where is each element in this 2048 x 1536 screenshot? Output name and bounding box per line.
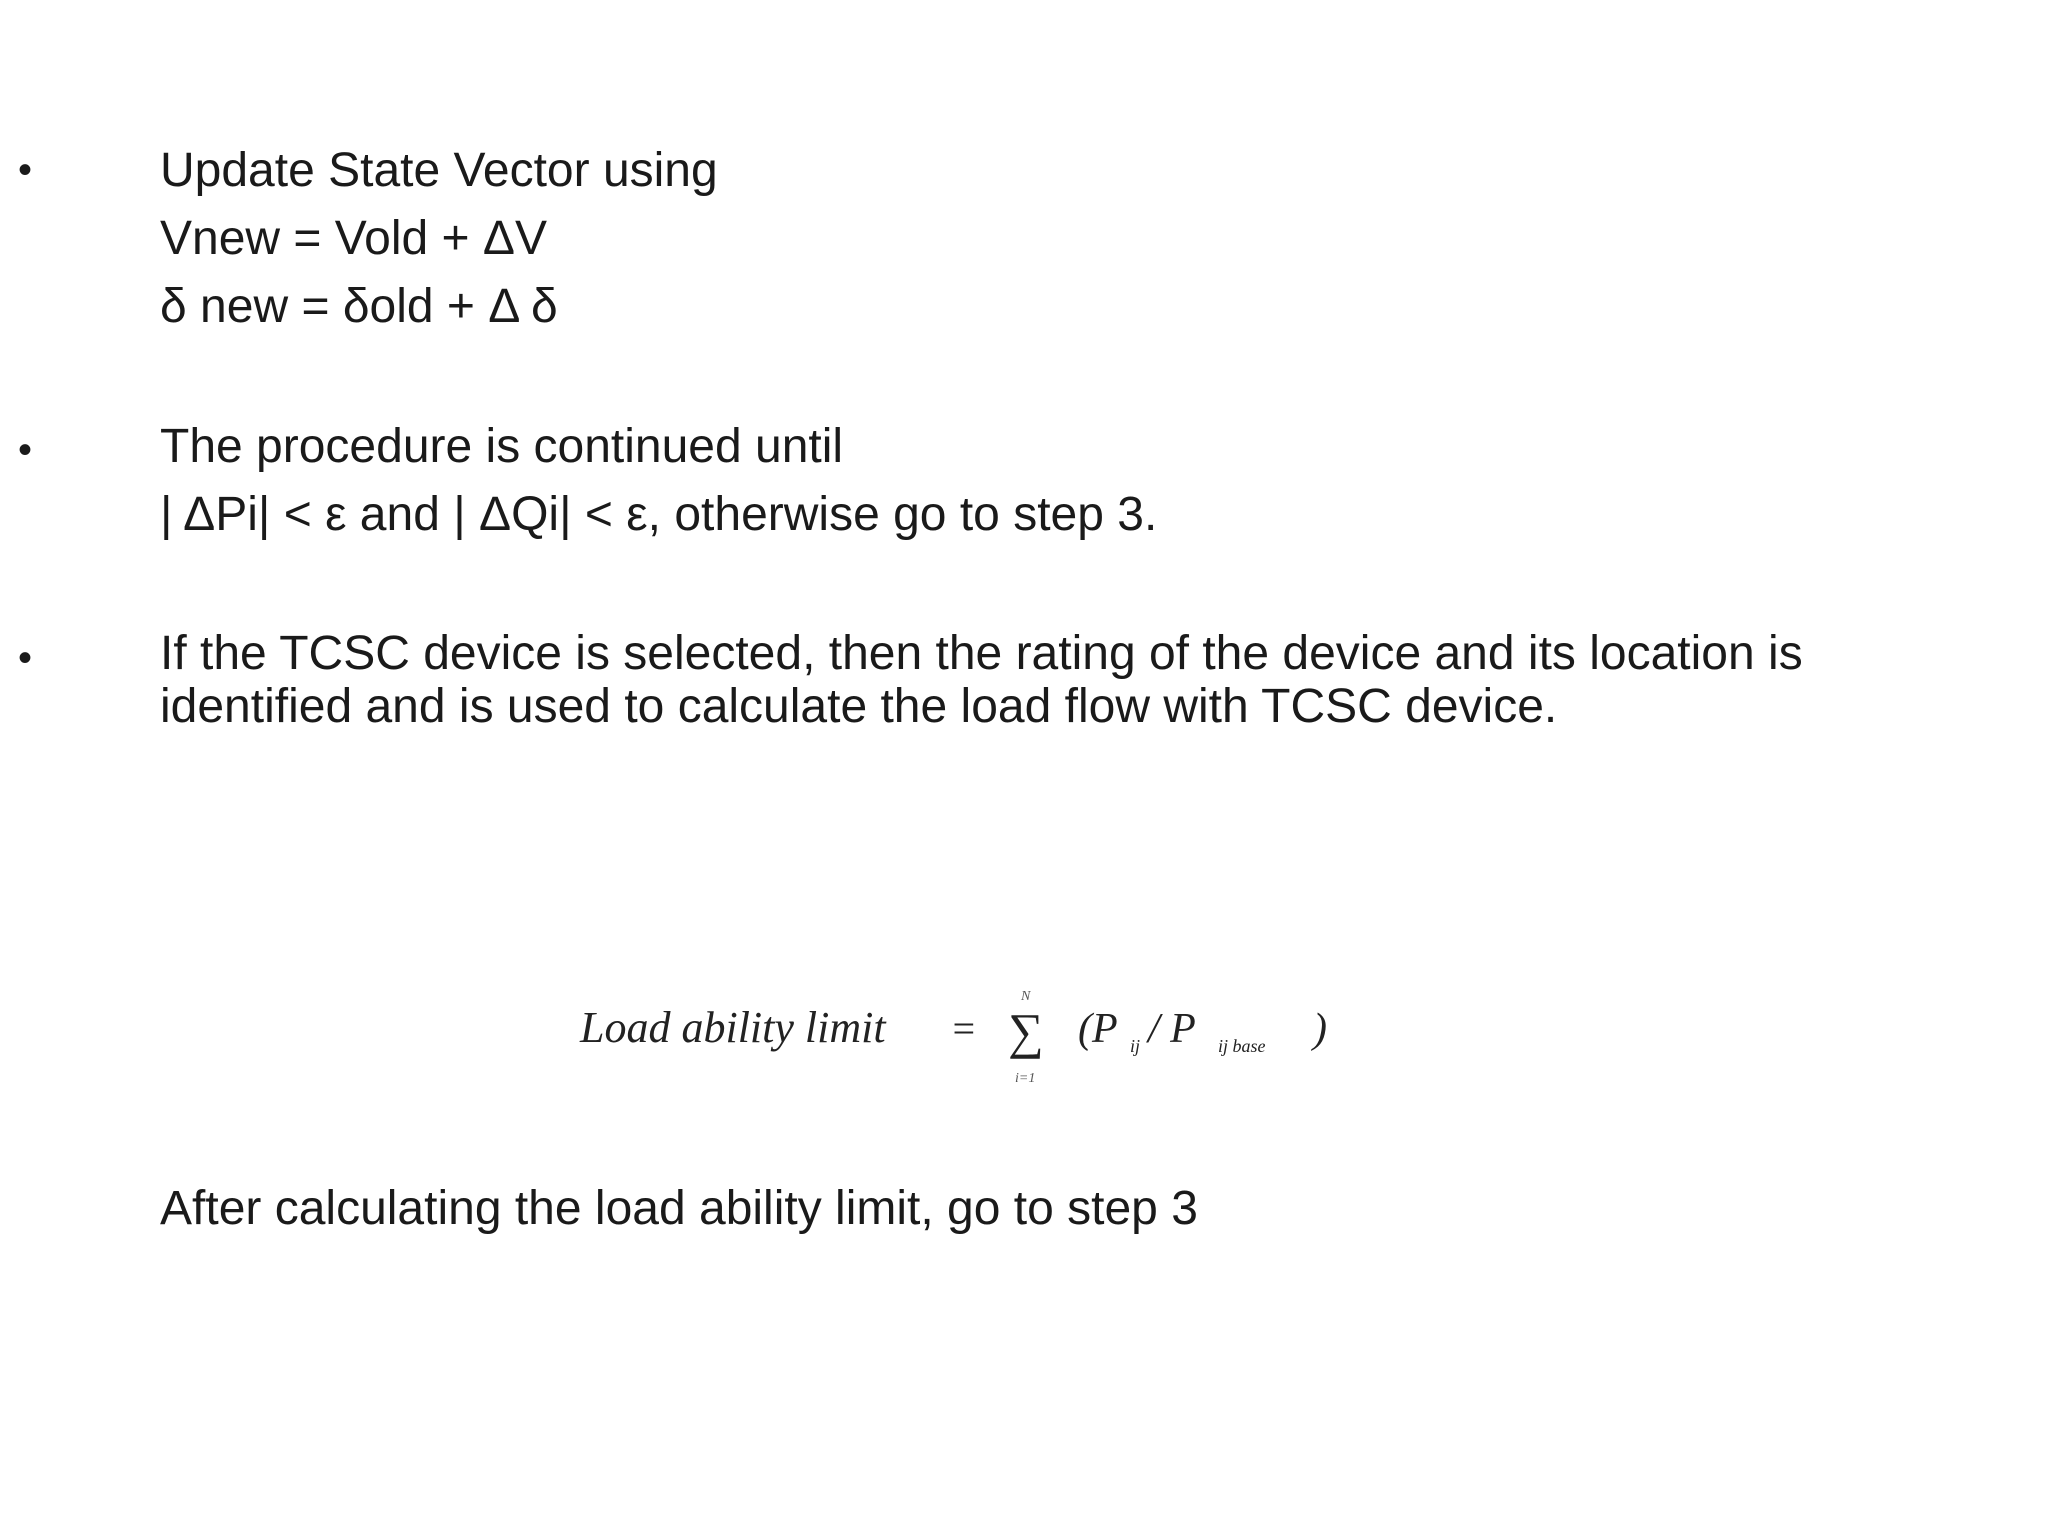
item3-text: If the TCSC device is selected, then the rating of the device and its location is identified and is used to calculate the load flow with TCSC device. — [160, 627, 1803, 733]
formula-sum-lower: i=1 — [1015, 1071, 1036, 1086]
formula-close: ) — [1313, 1006, 1327, 1052]
formula-den-sub: ij base — [1218, 1036, 1266, 1056]
loadability-formula — [578, 980, 1338, 1090]
formula-num-sub: ij — [1130, 1036, 1141, 1056]
formula-svg — [578, 980, 1338, 1090]
item2-line2: | ΔPi| < ε and | ΔQi| < ε, otherwise go to step 3. — [160, 488, 1158, 541]
formula-sum: ∑ — [1008, 1003, 1044, 1059]
bullet-2: • — [18, 428, 33, 472]
item2-line1: The procedure is continued until — [160, 420, 844, 473]
item1-line2: Vnew = Vold + ΔV — [160, 212, 547, 265]
formula-sum-upper: N — [1021, 989, 1031, 1004]
closing-text: After calculating the load ability limit, go to step 3 — [160, 1182, 1198, 1235]
formula-slash: / P — [1148, 1006, 1196, 1052]
formula-lhs: Load ability limit — [580, 1003, 886, 1052]
bullet-3: • — [18, 636, 33, 680]
bullet-1: • — [18, 148, 33, 192]
formula-equals: = — [950, 1006, 977, 1051]
item1-line1: Update State Vector using — [160, 144, 718, 197]
formula-open: (P — [1078, 1006, 1118, 1052]
item1-line3: δ new = δold + Δ δ — [160, 280, 558, 333]
